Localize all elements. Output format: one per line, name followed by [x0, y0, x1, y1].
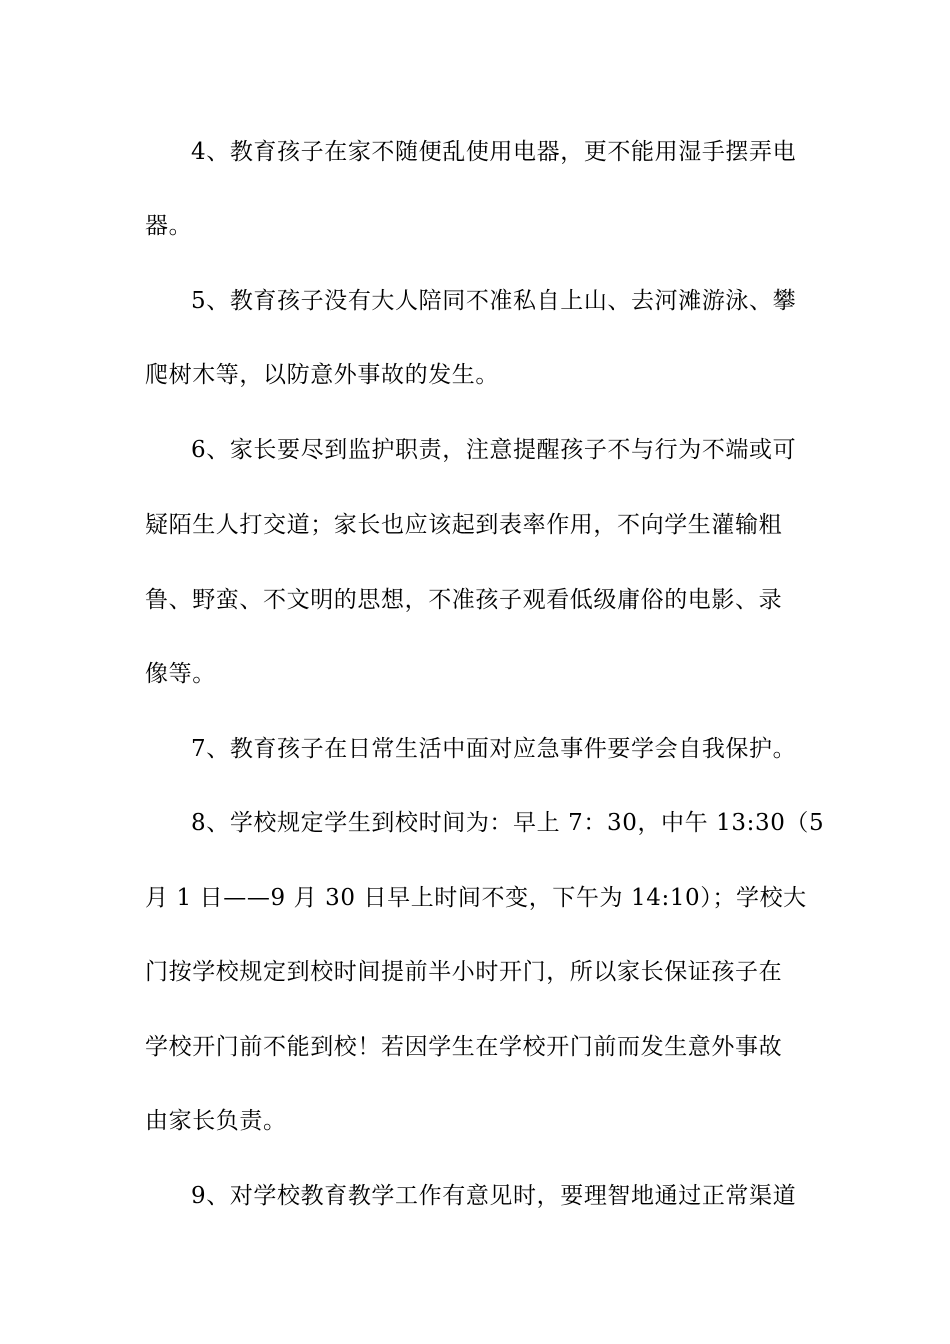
- paragraph-5-line-1: 5、教育孩子没有大人陪同不准私自上山、去河滩游泳、攀: [191, 288, 797, 314]
- paragraph-8-line-1: 8、学校规定学生到校时间为：早上 7：30，中午 13:30（5: [191, 810, 825, 836]
- paragraph-6-line-4: 像等。: [145, 661, 216, 687]
- paragraph-6-line-3: 鲁、野蛮、不文明的思想，不准孩子观看低级庸俗的电影、录: [145, 587, 783, 613]
- paragraph-8-line-3: 门按学校规定到校时间提前半小时开门，所以家长保证孩子在: [145, 959, 783, 985]
- paragraph-8-line-2: 月 1 日——9 月 30 日早上时间不变，下午为 14:10）；学校大: [145, 885, 807, 911]
- paragraph-6-line-2: 疑陌生人打交道；家长也应该起到表率作用，不向学生灌输粗: [145, 512, 783, 538]
- paragraph-4-line-1: 4、教育孩子在家不随便乱使用电器，更不能用湿手摆弄电: [191, 139, 797, 165]
- paragraph-8-line-5: 由家长负责。: [145, 1108, 287, 1134]
- paragraph-7-line-1: 7、教育孩子在日常生活中面对应急事件要学会自我保护。: [191, 736, 797, 762]
- paragraph-8-line-4: 学校开门前不能到校！若因学生在学校开门前而发生意外事故: [145, 1034, 783, 1060]
- paragraph-9-line-1: 9、对学校教育教学工作有意见时，要理智地通过正常渠道: [191, 1183, 797, 1209]
- paragraph-5-line-2: 爬树木等，以防意外事故的发生。: [145, 362, 499, 388]
- paragraph-6-line-1: 6、家长要尽到监护职责，注意提醒孩子不与行为不端或可: [191, 437, 797, 463]
- paragraph-4-line-2: 器。: [145, 213, 193, 239]
